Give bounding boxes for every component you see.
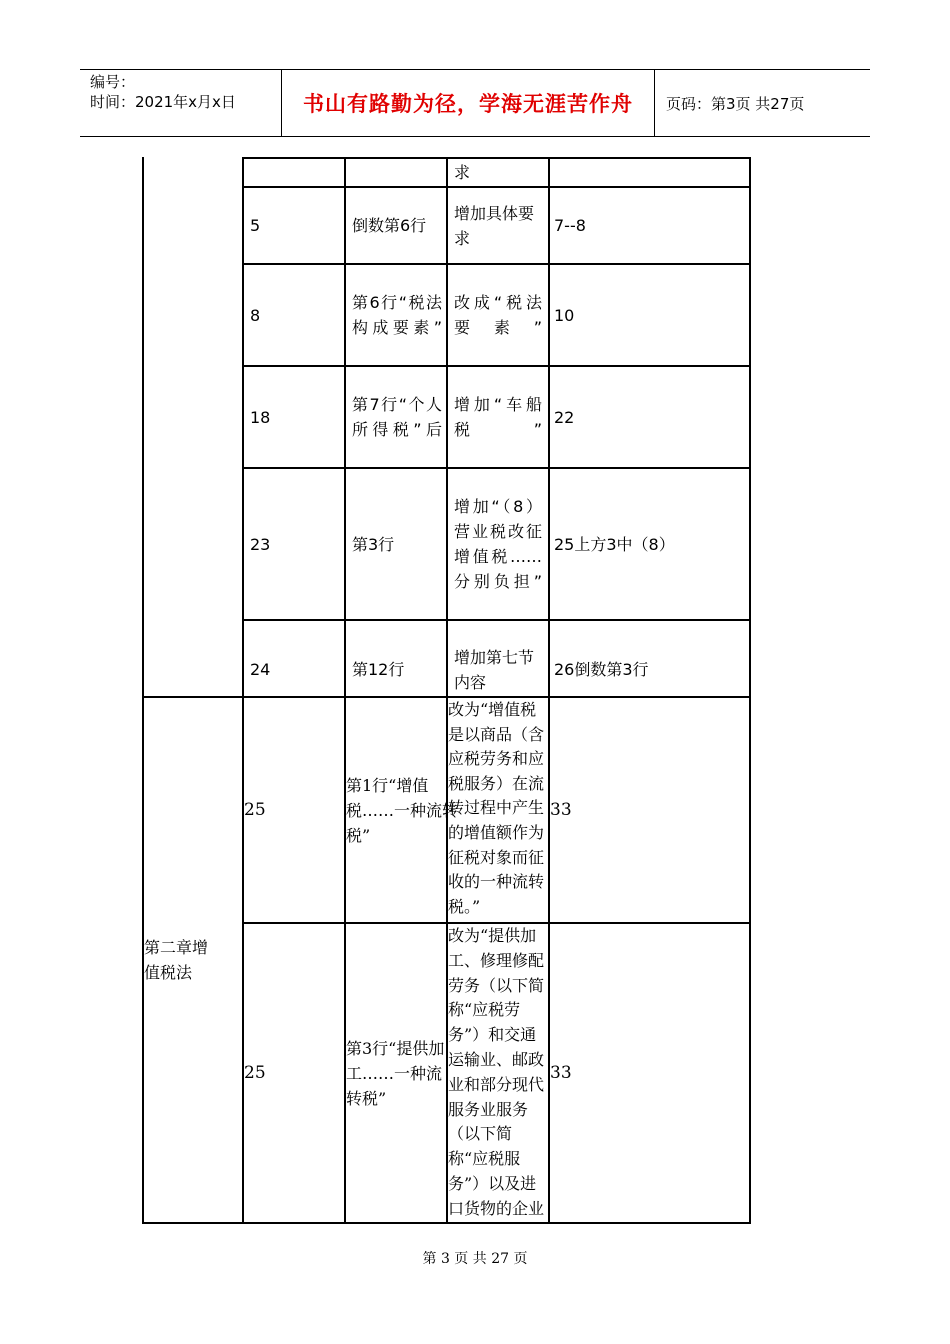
- table-cell-change: 增加“（8）营业税改征增值税……分别负担”: [454, 497, 542, 591]
- table-cell-chapter: 第二章增值税法: [144, 938, 209, 982]
- table-cell-new-page: 25上方3中（8）: [554, 534, 675, 554]
- errata-table: [142, 157, 751, 1224]
- table-cell-new-page: 33: [550, 1062, 572, 1083]
- table-cell-change: 改成“税法要素”: [454, 293, 542, 337]
- header-bottom-rule: [80, 136, 870, 137]
- header-divider-right: [654, 69, 655, 136]
- table-cell-new-page: 10: [554, 305, 575, 325]
- time-label: 时间：2021年x月x日: [90, 93, 236, 111]
- table-cell-page: 24: [250, 660, 271, 679]
- table-cell-new-page: 7--8: [554, 216, 586, 235]
- table-cell-page: 5: [250, 216, 261, 235]
- table-cell-location: 第1行“增值税……一种流转税”: [346, 775, 459, 845]
- header-meta: [90, 72, 236, 112]
- table-cell-location: 第6行“税法构成要素”: [352, 293, 442, 337]
- table-cell-page: 23: [250, 534, 271, 554]
- table-cell-page: 18: [250, 407, 271, 427]
- table-cell-location: 倒数第6行: [352, 216, 427, 235]
- table-cell-page: 25: [244, 799, 266, 820]
- table-cell-location: 第3行: [352, 534, 395, 554]
- table-cell-page: 8: [250, 305, 261, 325]
- table-cell-new-page: 26倒数第3行: [554, 660, 649, 679]
- header-motto: 书山有路勤为径，学海无涯苦作舟: [303, 92, 633, 116]
- table-cell-location: 第12行: [352, 660, 405, 679]
- header-top-rule: [80, 69, 870, 70]
- table-border-right: [749, 157, 751, 1224]
- row-line: [242, 619, 751, 621]
- page-footer: 第 3 页 共 27 页: [422, 1251, 528, 1267]
- table-cell-change: 增加“车船税”: [454, 395, 542, 439]
- table-cell-change: 改为“增值税是以商品（含应税劳务和应税服务）在流转过程中产生的增值额作为征税对象而征收的一种流转税。”: [448, 700, 545, 916]
- table-cell-change: 求: [454, 163, 471, 182]
- code-label: 编号：: [90, 73, 136, 91]
- row-line: [242, 157, 751, 159]
- header-page-info: 页码：第3页 共27页: [666, 95, 805, 113]
- table-cell-change: 改为“提供加工、修理修配劳务（以下简称“应税劳务”）和交通运输业、邮政业和部分现代服务业服务（以下简称“应税服务”）以及进口货物的企业: [448, 926, 545, 1218]
- table-border-bottom: [142, 1222, 751, 1224]
- table-cell-location: 第7行“个人所得税”后: [352, 395, 442, 439]
- table-cell-new-page: 22: [554, 407, 575, 427]
- table-border-left: [142, 157, 144, 1224]
- table-cell-new-page: 33: [550, 799, 572, 820]
- table-cell-change: 增加具体要求: [454, 203, 535, 248]
- table-cell-location: 第3行“提供加工……一种流转税”: [346, 1038, 445, 1108]
- table-cell-page: 25: [244, 1062, 266, 1083]
- table-cell-change: 增加第七节内容: [454, 648, 535, 692]
